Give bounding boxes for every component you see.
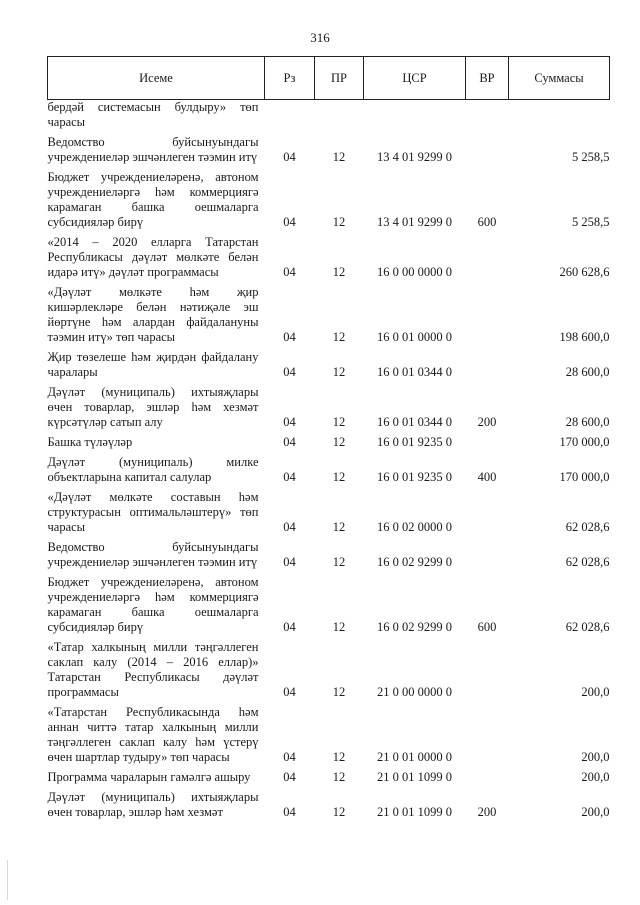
cell-csr: 16 0 02 0000 0 bbox=[377, 520, 452, 534]
cell-pr bbox=[315, 100, 364, 131]
cell-name: Башка түләүләр bbox=[47, 435, 133, 449]
cell-name: Бюджет учреждениеләренә, автоном учреждениеләргә һәм коммерциягә карамаган башка оешмаларга субсидияләр бирү bbox=[47, 575, 259, 634]
cell-vr bbox=[466, 230, 509, 280]
cell-rz: 04 bbox=[283, 215, 296, 229]
header-csr: ЦСР bbox=[364, 57, 466, 100]
cell-vr bbox=[466, 765, 509, 785]
cell-pr: 12 bbox=[332, 365, 346, 379]
table-row bbox=[48, 765, 610, 785]
cell-sum: 28 600,0 bbox=[565, 365, 610, 379]
cell-vr bbox=[466, 280, 509, 345]
cell-vr bbox=[466, 485, 509, 535]
cell-csr: 16 0 01 9235 0 bbox=[377, 435, 452, 449]
table-row bbox=[48, 280, 610, 345]
cell-vr: 600 bbox=[477, 215, 497, 229]
cell-csr bbox=[364, 100, 466, 131]
cell-name: «Татар халкының милли тәңгәллеген саклап калу (2014 – 2016 еллар)» Татарстан Республикасы дәүләт программасы bbox=[47, 640, 259, 699]
header-sum: Суммасы bbox=[509, 57, 610, 100]
cell-vr bbox=[466, 345, 509, 380]
cell-pr: 12 bbox=[332, 265, 346, 279]
table-header bbox=[48, 57, 610, 100]
cell-pr: 12 bbox=[332, 330, 346, 344]
table-row bbox=[48, 785, 610, 820]
header-pr: ПР bbox=[315, 57, 364, 100]
table-row bbox=[48, 130, 610, 165]
cell-vr: 200 bbox=[477, 415, 497, 429]
cell-rz: 04 bbox=[283, 265, 296, 279]
cell-pr: 12 bbox=[332, 415, 346, 429]
cell-name: бердәй системасын булдыру» төп чарасы bbox=[47, 100, 259, 129]
cell-csr: 13 4 01 9299 0 bbox=[377, 150, 452, 164]
cell-vr bbox=[466, 700, 509, 765]
cell-sum: 62 028,6 bbox=[565, 620, 610, 634]
cell-csr: 16 0 01 0344 0 bbox=[377, 415, 452, 429]
cell-vr bbox=[466, 430, 509, 450]
cell-name: Дәүләт (муниципаль) ихтыяҗлары өчен товарлар, эшләр һәм хезмәт күрсәтүләр сатып алу bbox=[47, 385, 259, 429]
cell-vr: 200 bbox=[477, 805, 497, 819]
header-name: Исеме bbox=[48, 57, 265, 100]
cell-sum: 62 028,6 bbox=[565, 520, 610, 534]
cell-vr bbox=[466, 130, 509, 165]
cell-csr: 16 0 02 9299 0 bbox=[377, 620, 452, 634]
cell-sum: 5 258,5 bbox=[572, 215, 610, 229]
cell-name: «Дәүләт мөлкәте составын һәм структурасын оптимальләштерү» төп чарасы bbox=[47, 490, 259, 534]
header-vr: ВР bbox=[466, 57, 509, 100]
table-row bbox=[48, 700, 610, 765]
table-row bbox=[48, 535, 610, 570]
cell-pr: 12 bbox=[332, 620, 346, 634]
table-row bbox=[48, 230, 610, 280]
cell-name: «Дәүләт мөлкәте һәм җир кишәрлекләре белән нәтиҗәле эш йөртүне һәм алардан файдалануны тәэмин итү» төп чарасы bbox=[47, 285, 259, 344]
cell-name: «Татарстан Республикасында һәм аннан читтә татар халкының милли тәңгәллеген саклап калу һәм үстерү өчен шартлар тудыру» төп чарасы bbox=[47, 705, 259, 764]
cell-name: Ведомство буйсынуындагы учреждениеләр эшчәнлеген тәэмин итү bbox=[47, 540, 259, 569]
cell-csr: 16 0 02 9299 0 bbox=[377, 555, 452, 569]
scan-margin-line bbox=[7, 860, 8, 900]
cell-pr: 12 bbox=[332, 685, 346, 699]
cell-rz: 04 bbox=[283, 750, 296, 764]
cell-rz: 04 bbox=[283, 685, 296, 699]
table-row bbox=[48, 345, 610, 380]
cell-rz: 04 bbox=[283, 415, 296, 429]
cell-sum: 62 028,6 bbox=[565, 555, 610, 569]
cell-vr bbox=[466, 535, 509, 570]
table-row bbox=[48, 570, 610, 635]
table-row bbox=[48, 430, 610, 450]
cell-sum: 200,0 bbox=[581, 750, 610, 764]
cell-sum: 28 600,0 bbox=[565, 415, 610, 429]
cell-vr: 400 bbox=[477, 470, 497, 484]
cell-name: Җир төзелеше һәм җирдән файдалану чаралары bbox=[47, 350, 259, 379]
cell-csr: 21 0 01 1099 0 bbox=[377, 770, 452, 784]
cell-sum: 170 000,0 bbox=[559, 435, 610, 449]
table-row bbox=[48, 485, 610, 535]
cell-rz: 04 bbox=[283, 470, 296, 484]
cell-pr: 12 bbox=[332, 555, 346, 569]
cell-vr bbox=[466, 100, 509, 131]
cell-sum: 200,0 bbox=[581, 805, 610, 819]
cell-rz: 04 bbox=[283, 330, 296, 344]
cell-vr: 600 bbox=[477, 620, 497, 634]
cell-sum bbox=[509, 100, 610, 131]
cell-csr: 13 4 01 9299 0 bbox=[377, 215, 452, 229]
table-row bbox=[48, 165, 610, 230]
cell-name: «2014 – 2020 елларга Татарстан Республикасы дәүләт мөлкәте белән идарә итү» дәүләт программасы bbox=[47, 235, 259, 279]
table-row bbox=[48, 380, 610, 430]
cell-name: Бюджет учреждениеләренә, автоном учреждениеләргә һәм коммерциягә карамаган башка оешмаларга субсидияләр бирү bbox=[47, 170, 259, 229]
cell-sum: 198 600,0 bbox=[559, 330, 610, 344]
cell-rz: 04 bbox=[283, 620, 296, 634]
cell-name: Ведомство буйсынуындагы учреждениеләр эшчәнлеген тәэмин итү bbox=[47, 135, 259, 164]
cell-rz: 04 bbox=[283, 520, 296, 534]
table-row bbox=[48, 450, 610, 485]
table-row bbox=[48, 100, 610, 131]
cell-pr: 12 bbox=[332, 805, 346, 819]
cell-name: Дәүләт (муниципаль) милке объектларына капитал салулар bbox=[47, 455, 259, 484]
cell-vr bbox=[466, 635, 509, 700]
cell-pr: 12 bbox=[332, 435, 346, 449]
budget-table bbox=[47, 56, 610, 820]
cell-pr: 12 bbox=[332, 215, 346, 229]
cell-csr: 16 0 01 9235 0 bbox=[377, 470, 452, 484]
cell-name: Дәүләт (муниципаль) ихтыяҗлары өчен товарлар, эшләр һәм хезмәт bbox=[47, 790, 259, 819]
cell-rz: 04 bbox=[283, 770, 296, 784]
cell-sum: 260 628,6 bbox=[559, 265, 610, 279]
cell-sum: 200,0 bbox=[581, 770, 610, 784]
header-rz: Рз bbox=[265, 57, 315, 100]
table-body bbox=[48, 100, 610, 821]
cell-name: Программа чараларын гамәлгә ашыру bbox=[47, 770, 251, 784]
table-row bbox=[48, 635, 610, 700]
cell-rz: 04 bbox=[283, 555, 296, 569]
cell-rz: 04 bbox=[283, 435, 296, 449]
cell-rz bbox=[265, 100, 315, 131]
cell-pr: 12 bbox=[332, 470, 346, 484]
cell-pr: 12 bbox=[332, 520, 346, 534]
cell-csr: 16 0 01 0000 0 bbox=[377, 330, 452, 344]
cell-csr: 21 0 01 1099 0 bbox=[377, 805, 452, 819]
cell-rz: 04 bbox=[283, 150, 296, 164]
page-number: 316 bbox=[310, 30, 330, 45]
cell-sum: 170 000,0 bbox=[559, 470, 610, 484]
cell-pr: 12 bbox=[332, 150, 346, 164]
cell-csr: 16 0 00 0000 0 bbox=[377, 265, 452, 279]
cell-sum: 200,0 bbox=[581, 685, 610, 699]
cell-csr: 16 0 01 0344 0 bbox=[377, 365, 452, 379]
cell-pr: 12 bbox=[332, 770, 346, 784]
cell-rz: 04 bbox=[283, 365, 296, 379]
cell-rz: 04 bbox=[283, 805, 296, 819]
cell-pr: 12 bbox=[332, 750, 346, 764]
cell-sum: 5 258,5 bbox=[572, 150, 610, 164]
cell-csr: 21 0 00 0000 0 bbox=[377, 685, 452, 699]
cell-csr: 21 0 01 0000 0 bbox=[377, 750, 452, 764]
